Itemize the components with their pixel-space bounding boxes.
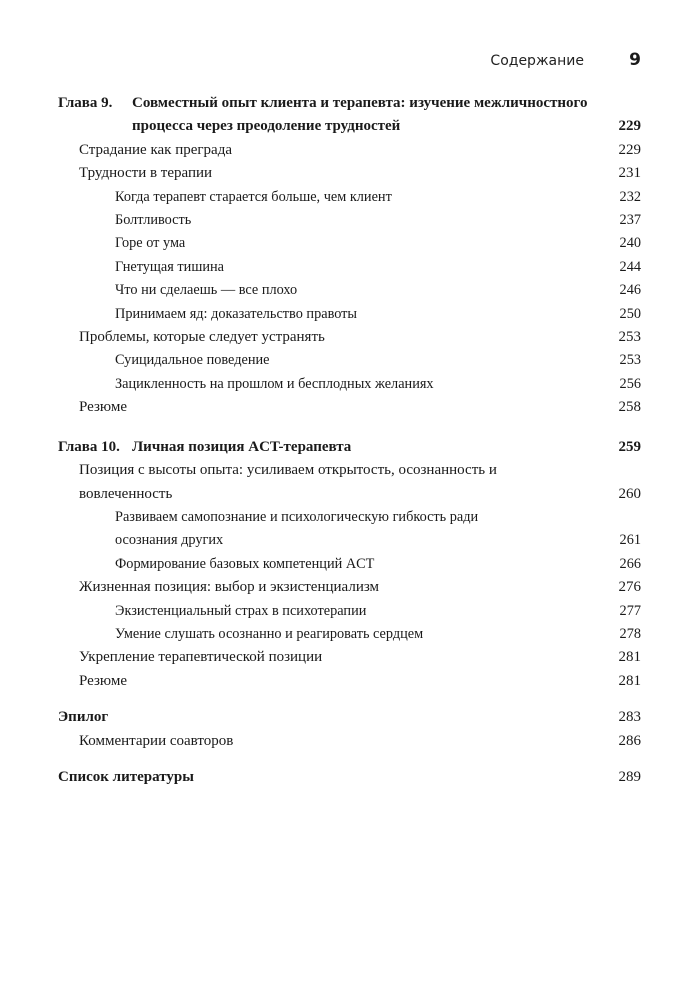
toc-page-number: 246 <box>619 282 641 299</box>
toc-page-number: 286 <box>618 732 641 749</box>
toc-entry-title: Страдание как преграда <box>79 141 232 158</box>
toc-entry[interactable] <box>58 730 641 753</box>
toc-page-number: 283 <box>618 709 641 726</box>
toc-chapter-title: Эпилог <box>58 709 109 726</box>
toc-entry-title: Когда терапевт старается больше, чем клиент <box>115 188 392 205</box>
toc-page-number: 281 <box>618 672 641 689</box>
toc-entry-title: Жизненная позиция: выбор и экзистенциализм <box>79 579 380 596</box>
toc-page-number: 232 <box>619 188 641 205</box>
toc-chapter-title-text: Совместный опыт клиента и терапевта: изучение межличностного процесса через преодоление трудностей <box>132 95 588 135</box>
toc-entry-title: Гнетущая тишина <box>115 258 224 275</box>
toc-page-number: 266 <box>619 555 641 572</box>
toc-page-number: 261 <box>619 532 641 549</box>
toc-references[interactable] <box>58 766 641 789</box>
toc-entry[interactable] <box>58 326 641 349</box>
toc-subentry[interactable] <box>58 349 641 372</box>
toc-subentry[interactable] <box>58 553 641 576</box>
toc-chapter-label: Глава 10. <box>58 438 120 455</box>
toc-entry[interactable] <box>58 139 641 162</box>
toc-page-number: 237 <box>619 212 641 229</box>
toc-page-number: 253 <box>618 329 641 346</box>
spacer <box>58 693 641 706</box>
toc-entry[interactable] <box>58 396 641 419</box>
toc-entry-title: Трудности в терапии <box>79 165 213 182</box>
spacer <box>58 420 641 436</box>
page-number: 9 <box>629 50 641 70</box>
toc-page-number: 259 <box>618 438 641 455</box>
toc-page-number: 278 <box>619 625 641 642</box>
toc-page-number: 229 <box>618 141 641 158</box>
toc-page-number: 289 <box>618 768 641 785</box>
toc-page-number: 250 <box>619 305 641 322</box>
toc-chapter-title <box>58 92 609 139</box>
toc-subentry[interactable] <box>58 303 641 326</box>
toc-entry[interactable] <box>58 459 641 506</box>
toc-page-number: 240 <box>619 235 641 252</box>
toc-subentry[interactable] <box>58 186 641 209</box>
toc-page-number: 229 <box>618 118 641 135</box>
toc-subentry[interactable] <box>58 506 641 553</box>
toc-page-number: 260 <box>618 485 641 502</box>
toc-page-number: 256 <box>619 375 641 392</box>
toc-subentry[interactable] <box>58 623 641 646</box>
toc-subentry[interactable] <box>58 373 641 396</box>
table-of-contents <box>58 92 641 789</box>
toc-entry-title: Зацикленность на прошлом и бесплодных желаниях <box>115 375 434 392</box>
toc-subentry[interactable] <box>58 209 641 232</box>
toc-entry[interactable] <box>58 646 641 669</box>
toc-epilogue[interactable] <box>58 706 641 729</box>
toc-chapter-title-text: Личная позиция ACT-терапевта <box>132 438 352 455</box>
toc-entry-title: Резюме <box>79 672 128 689</box>
toc-entry-title: Горе от ума <box>115 235 186 252</box>
toc-page-number: 253 <box>619 352 641 369</box>
toc-entry[interactable] <box>58 576 641 599</box>
toc-subentry[interactable] <box>58 232 641 255</box>
running-header <box>0 50 698 70</box>
toc-page-number: 258 <box>618 399 641 416</box>
toc-entry-title: Что ни сделаешь — все плохо <box>115 282 298 299</box>
toc-entry[interactable] <box>58 162 641 185</box>
spacer <box>58 753 641 766</box>
toc-entry-title: Суицидальное поведение <box>115 352 270 369</box>
toc-page-number: 276 <box>618 579 641 596</box>
toc-entry-title: Болтливость <box>115 212 192 229</box>
toc-entry-title: Формирование базовых компетенций ACT <box>115 555 375 572</box>
toc-entry-title: Принимаем яд: доказательство правоты <box>115 305 358 322</box>
running-header-section: Содержание <box>490 53 584 69</box>
toc-page-number: 244 <box>619 258 641 275</box>
toc-entry-title: Укрепление терапевтической позиции <box>79 649 323 666</box>
toc-entry-title: Позиция с высоты опыта: усиливаем открытость, осознанность и вовлеченность <box>79 462 497 502</box>
toc-chapter-title: Список литературы <box>58 768 194 785</box>
toc-page-number: 231 <box>618 165 641 182</box>
toc-subentry[interactable] <box>58 600 641 623</box>
toc-chapter-10[interactable] <box>58 436 641 459</box>
toc-entry-title: Проблемы, которые следует устранять <box>79 329 325 346</box>
toc-subentry[interactable] <box>58 256 641 279</box>
toc-entry-title: Умение слушать осознанно и реагировать сердцем <box>115 625 424 642</box>
toc-chapter-title <box>58 436 609 459</box>
toc-chapter-9[interactable] <box>58 92 641 139</box>
toc-page-number: 281 <box>618 649 641 666</box>
toc-entry-title: Комментарии соавторов <box>79 732 234 749</box>
toc-subentry[interactable] <box>58 279 641 302</box>
toc-page-number: 277 <box>619 602 641 619</box>
toc-entry[interactable] <box>58 670 641 693</box>
toc-entry-title: Экзистенциальный страх в психотерапии <box>115 602 367 619</box>
toc-entry-title: Развиваем самопознание и психологическую гибкость ради осознания других <box>115 508 479 549</box>
toc-entry-title: Резюме <box>79 399 128 416</box>
toc-chapter-label: Глава 9. <box>58 95 113 111</box>
